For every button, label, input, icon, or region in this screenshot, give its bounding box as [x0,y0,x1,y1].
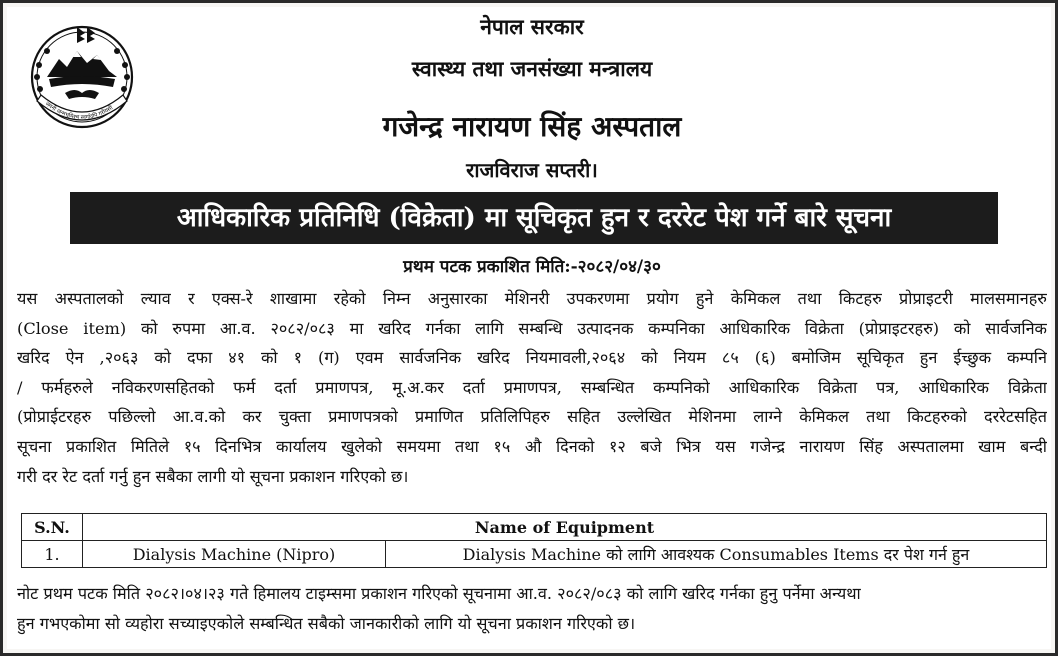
body-line: खरिद ऐन ,२०६३ को दफा ४१ को १ (ग) एवम सार्वजनिक खरिद नियमावली,२०६४ को नियम ८५ (६) बमोजिम सूचिकृत हुन ईच्छुक कम्पनि [17,348,1047,368]
body-line: (Close item) को रुपमा आ.व. २०८२/०८३ मा खरिद गर्नका लागि सम्बन्धि उत्पादनक कम्पनिका आधिकारिक विक्रेता (प्रोप्राइटरहरु) को सार्वजनिक [17,318,1047,338]
row-sn: 1. [22,541,83,568]
government-name: नेपाल सरकार [480,14,584,39]
ministry-name: स्वास्थ्य तथा जनसंख्या मन्त्रालय [411,56,653,81]
body-line: (प्रोप्राईटरहरु पछिल्लो आ.व.को कर चुक्ता प्रमाणपत्रको प्रमाणित प्रतिलिपिहरु सहित उल्लेखित मेशिनमा लाग्ने केमिकल तथा किटहरुको दररेटसहित [17,407,1047,427]
svg-text:जननी जन्मभूमिश्च स्वर्गादपि गर: जननी जन्मभूमिश्च स्वर्गादपि गरीयसी [43,101,115,122]
notice-title: आधिकारिक प्रतिनिधि (विक्रेता) मा सूचिकृत हुन र दररेट पेश गर्ने बारे सूचना [176,203,892,233]
notice-body [17,284,1047,491]
note-section [17,579,1047,639]
hospital-location: राजविराज सप्तरी। [466,158,598,182]
body-line: यस अस्पतालको ल्याव र एक्स-रे शाखामा रहेको निम्न अनुसारका मेशिनरी उपकरणमा प्रयोग हुने केमिकल तथा किटहरु प्रोप्राइटरी मालसमानहरु [17,289,1047,308]
hospital-name: गजेन्द्र नारायण सिंह अस्पताल [382,110,682,143]
note-line: नोट प्रथम पटक मिति २०८२।०४।२३ गते हिमालय टाइम्समा प्रकाशन गरिएको सूचनामा आ.व. २०८२/०८३ को लागि खरिद गर्नका हुनु पर्नेमा अन्यथा [17,584,861,603]
equipment-name-header: Name of Equipment [83,514,1047,541]
row-equipment: Dialysis Machine (Nipro) [83,541,386,568]
table-row [22,541,1047,568]
body-line: सूचना प्रकाशित मितिले १५ दिनभित्र कार्यालय खुलेको समयमा तथा १५ औ दिनको १२ बजे भित्र यस गजेन्द्र नारायण सिंह अस्पतालमा खाम बन्दी [17,436,1047,456]
body-line: गरी दर रेट दर्ता गर्नु हुन सबैका लागी यो सूचना प्रकाशन गरिएको छ। [17,466,409,486]
equipment-table [21,513,1047,568]
sn-header: S.N. [22,514,83,541]
row-description: Dialysis Machine को लागि आवश्यक Consumables Items दर पेश गर्न हुन [386,541,1047,568]
notice-title-banner [70,192,998,244]
publication-date: प्रथम पटक प्रकाशित मिति:-२०८२/०४/३० [403,257,661,277]
table-header-row [22,514,1047,541]
body-line: / फर्महरुले नविकरणसहितको फर्म दर्ता प्रमाणपत्र, मू.अ.कर दर्ता प्रमाणपत्र, सम्बन्धित कम्पनिको आधिकारिक विक्रेता पत्र, आधिकारिक विक्रेता [17,377,1047,397]
note-line: हुन गभएकोमा सो व्यहोरा सच्याइएकोले सम्बन्धित सबैको जानकारीको लागि यो सूचना प्रकाशन गरिएको छ। [17,614,636,633]
